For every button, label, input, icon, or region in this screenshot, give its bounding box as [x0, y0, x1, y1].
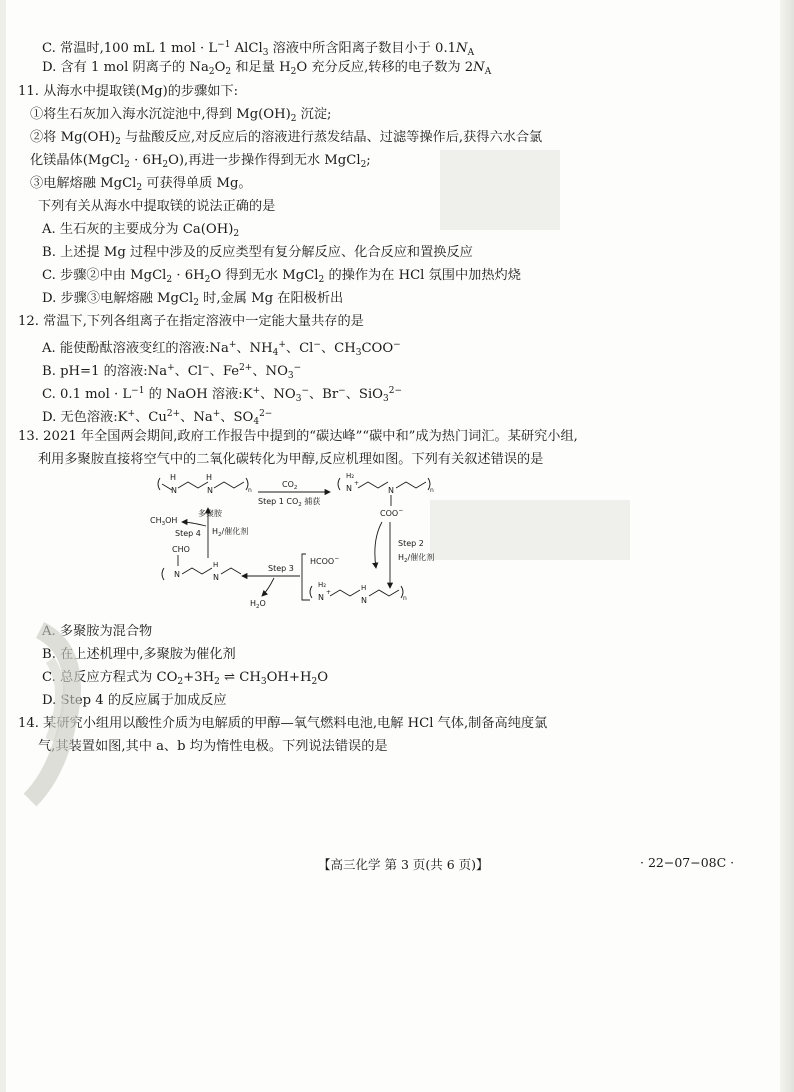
page-left-edge [0, 0, 6, 1092]
text-line: 下列有关从海水中提取镁的说法正确的是 [38, 199, 276, 214]
text-line: 气,其装置如图,其中 a、b 均为惰性电极。下列说法错误的是 [38, 739, 388, 754]
text-line: ③电解熔融 MgCl$_2$ 可获得单质 Mg。 [30, 176, 252, 193]
step4-label: Step 4 [175, 529, 201, 538]
cho-label: CHO [172, 545, 190, 554]
formamide-structure [162, 545, 241, 582]
text-line: B. 在上述机理中,多聚胺为催化剂 [42, 647, 236, 662]
step2-catalyst-label: $H_2/$催化剂 [398, 553, 435, 564]
amine-h: H [170, 473, 177, 482]
text-line: ②将 $Mg(OH)_2$ 与盐酸反应,对反应后的溶液进行蒸发结晶、过滤等操作后,获得六水合氯 [30, 130, 543, 147]
text-line: B. 上述提 Mg 过程中涉及的反应类型有复分解反应、化合反应和置换反应 [42, 245, 473, 260]
text-line: 化镁晶体(MgCl$_2$ · $6H_2O$),再进一步操作得到无水 MgCl$_2$; [30, 153, 371, 170]
text-line: 13. 2021 年全国两会期间,政府工作报告中提到的“碳达峰”“碳中和”成为热门词汇。某研究小组, [18, 429, 578, 444]
ammonium-structure [310, 581, 407, 605]
text-line: A. 能使酚酞溶液变红的溶液:Na+、$NH_4^+$、Cl−、$CH_3COO^-$ [42, 340, 401, 358]
footer-code: · 22−07−08C · [640, 855, 735, 870]
step4-catalyst-label: $H_2/$催化剂 [212, 527, 249, 538]
text-line: 利用多聚胺直接将空气中的二氧化碳转化为甲醇,反应机理如图。下列有关叙述错误的是 [38, 452, 544, 467]
svg-text:H: H [213, 561, 219, 569]
footer-page-info: 【高三化学 第 3 页(共 6 页)】 [318, 857, 489, 872]
text-line: 11. 从海水中提取镁(Mg)的步骤如下: [18, 84, 239, 99]
text-line: C. 常温时,100 mL 1 mol · $L^{-1}$ AlCl$_3$ 溶液中所含阳离子数目小于 $0.1N_A$ [42, 40, 475, 58]
step1-label: Step 1 $CO_2$ 捕获 [258, 497, 321, 508]
amine-h: H [206, 473, 213, 482]
text-line: A. 生石灰的主要成分为 $Ca(OH)_2$ [42, 222, 240, 239]
step2-label: Step 2 [398, 539, 424, 548]
svg-text:N: N [318, 593, 324, 602]
text-line: D. 无色溶液:K+、$Cu^{2+}$、Na+、$SO_4^{2-}$ [42, 409, 273, 427]
text-line: D. 步骤③电解熔融 MgCl$_2$ 时,金属 Mg 在阳极析出 [42, 291, 344, 308]
amine-n: N [207, 486, 213, 495]
svg-text:N: N [361, 596, 367, 605]
text-line: C. 总反应方程式为 $CO_2+3H_2$ ⇌ $CH_3OH+H_2O$ [42, 670, 329, 687]
text-line: B. pH=1 的溶液:Na+、Cl−、$Fe^{2+}$、$NO_3^-$ [42, 363, 302, 381]
polyamine-structure-top-left [158, 473, 252, 495]
svg-text:N: N [174, 570, 180, 579]
text-line: D. Step 4 的反应属于加成反应 [42, 693, 227, 708]
step3-label: Step 3 [268, 564, 294, 573]
formate-label: HCOO− [310, 555, 340, 566]
svg-text:COO−: COO− [380, 507, 404, 518]
svg-text:n: n [430, 487, 434, 494]
amine-n: N [171, 486, 177, 495]
repeat-n: n [248, 487, 252, 494]
coo-label: COO [380, 509, 399, 518]
show-through-region [440, 150, 560, 230]
carbamate-structure [338, 472, 434, 518]
methanol-label: $CH_3OH$ [150, 516, 178, 527]
svg-text:H₂: H₂ [318, 581, 327, 589]
svg-text:N: N [213, 573, 219, 582]
page-right-edge [780, 0, 794, 1092]
text-line: 14. 某研究小组用以酸性介质为电解质的甲醇—氧气燃料电池,电解 HCl 气体,制备高纯度氯 [18, 716, 548, 731]
step3-bracket [302, 554, 310, 600]
text-line: A. 多聚胺为混合物 [42, 624, 153, 639]
svg-text:N: N [346, 484, 352, 493]
text-line: C. 步骤②中由 MgCl$_2$ · $6H_2O$ 得到无水 MgCl$_2$ 的操作为在 HCl 氛围中加热灼烧 [42, 268, 521, 285]
svg-text:n: n [403, 595, 407, 602]
svg-text:+: + [326, 589, 332, 596]
step2-side-arrow [375, 522, 382, 568]
polyamine-label: 多聚胺 [198, 509, 222, 518]
amine-n: N [388, 486, 394, 495]
reaction-mechanism-diagram [150, 470, 470, 615]
text-line: ①将生石灰加入海水沉淀池中,得到 $Mg(OH)_2$ 沉淀; [30, 107, 332, 124]
svg-text:H₂: H₂ [346, 472, 355, 480]
stamp-watermark [10, 620, 100, 810]
svg-text:+: + [354, 480, 360, 487]
water-arrow [262, 578, 274, 596]
methanol-arrow [182, 522, 206, 526]
text-line: 12. 常温下,下列各组离子在指定溶液中一定能大量共存的是 [18, 314, 364, 329]
text-line: D. 含有 1 mol 阴离子的 $Na_2O_2$ 和足量 $H_2O$ 充分反应,转移的电子数为 $2N_A$ [42, 60, 492, 77]
water-label: $H_2O$ [250, 599, 266, 610]
text-line: C. 0.1 mol · $L^{-1}$ 的 NaOH 溶液:K+、$NO_3^-$、Br−、SiO$_3^{2-}$ [42, 386, 402, 404]
svg-text:H: H [361, 584, 367, 592]
co2-label: $CO_2$ [282, 480, 298, 491]
